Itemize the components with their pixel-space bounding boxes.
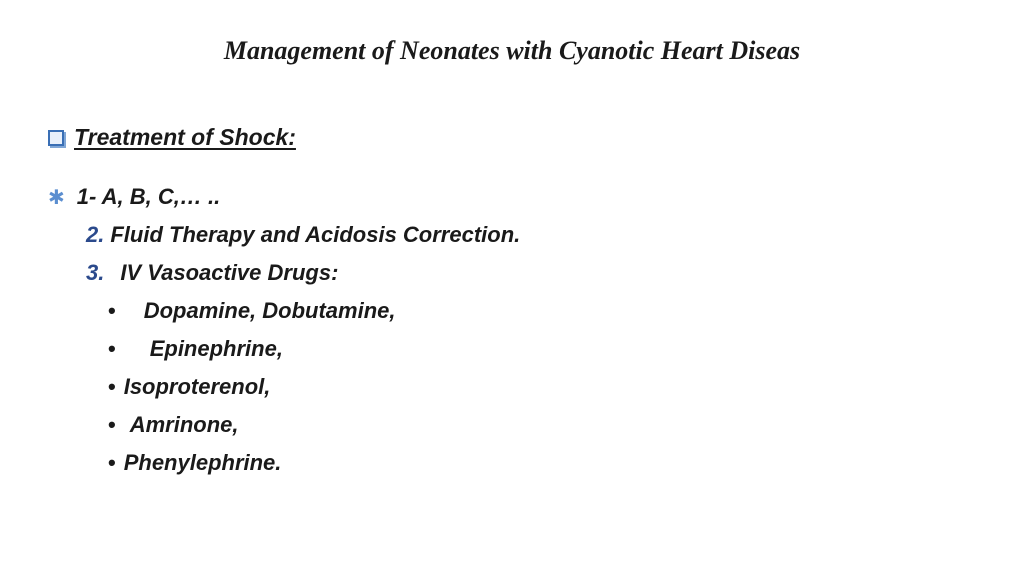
list-item [86, 260, 338, 286]
drug-item [108, 374, 270, 400]
drug-item [108, 450, 281, 476]
drug-name: Epinephrine, [149, 336, 283, 361]
section-heading: Treatment of Shock: [74, 124, 296, 150]
section-heading-row [48, 124, 296, 151]
bullet-icon: • [108, 298, 116, 323]
bullet-icon: • [108, 450, 116, 475]
drug-name: Phenylephrine. [123, 450, 282, 475]
bullet-icon: • [108, 374, 116, 399]
bullet-icon: • [108, 412, 116, 437]
drug-item [108, 412, 239, 438]
drug-name: Amrinone, [129, 412, 239, 437]
list-item [48, 184, 220, 210]
item-text: 1- A, B, C,… .. [76, 184, 221, 209]
item-text: IV Vasoactive Drugs: [120, 260, 339, 285]
star-icon: ✱ [48, 187, 65, 209]
drug-item [108, 336, 283, 362]
drug-name: Isoproterenol, [123, 374, 271, 399]
list-item [86, 222, 520, 248]
bullet-icon: • [108, 336, 116, 361]
slide-title: Management of Neonates with Cyanotic Heart Diseas [223, 36, 801, 65]
drug-item [108, 298, 396, 324]
drug-name: Dopamine, Dobutamine, [143, 298, 396, 323]
item-number: 2. [86, 222, 105, 247]
item-text: Fluid Therapy and Acidosis Correction. [110, 222, 521, 247]
checkbox-icon [48, 130, 64, 146]
item-number: 3. [86, 260, 105, 285]
